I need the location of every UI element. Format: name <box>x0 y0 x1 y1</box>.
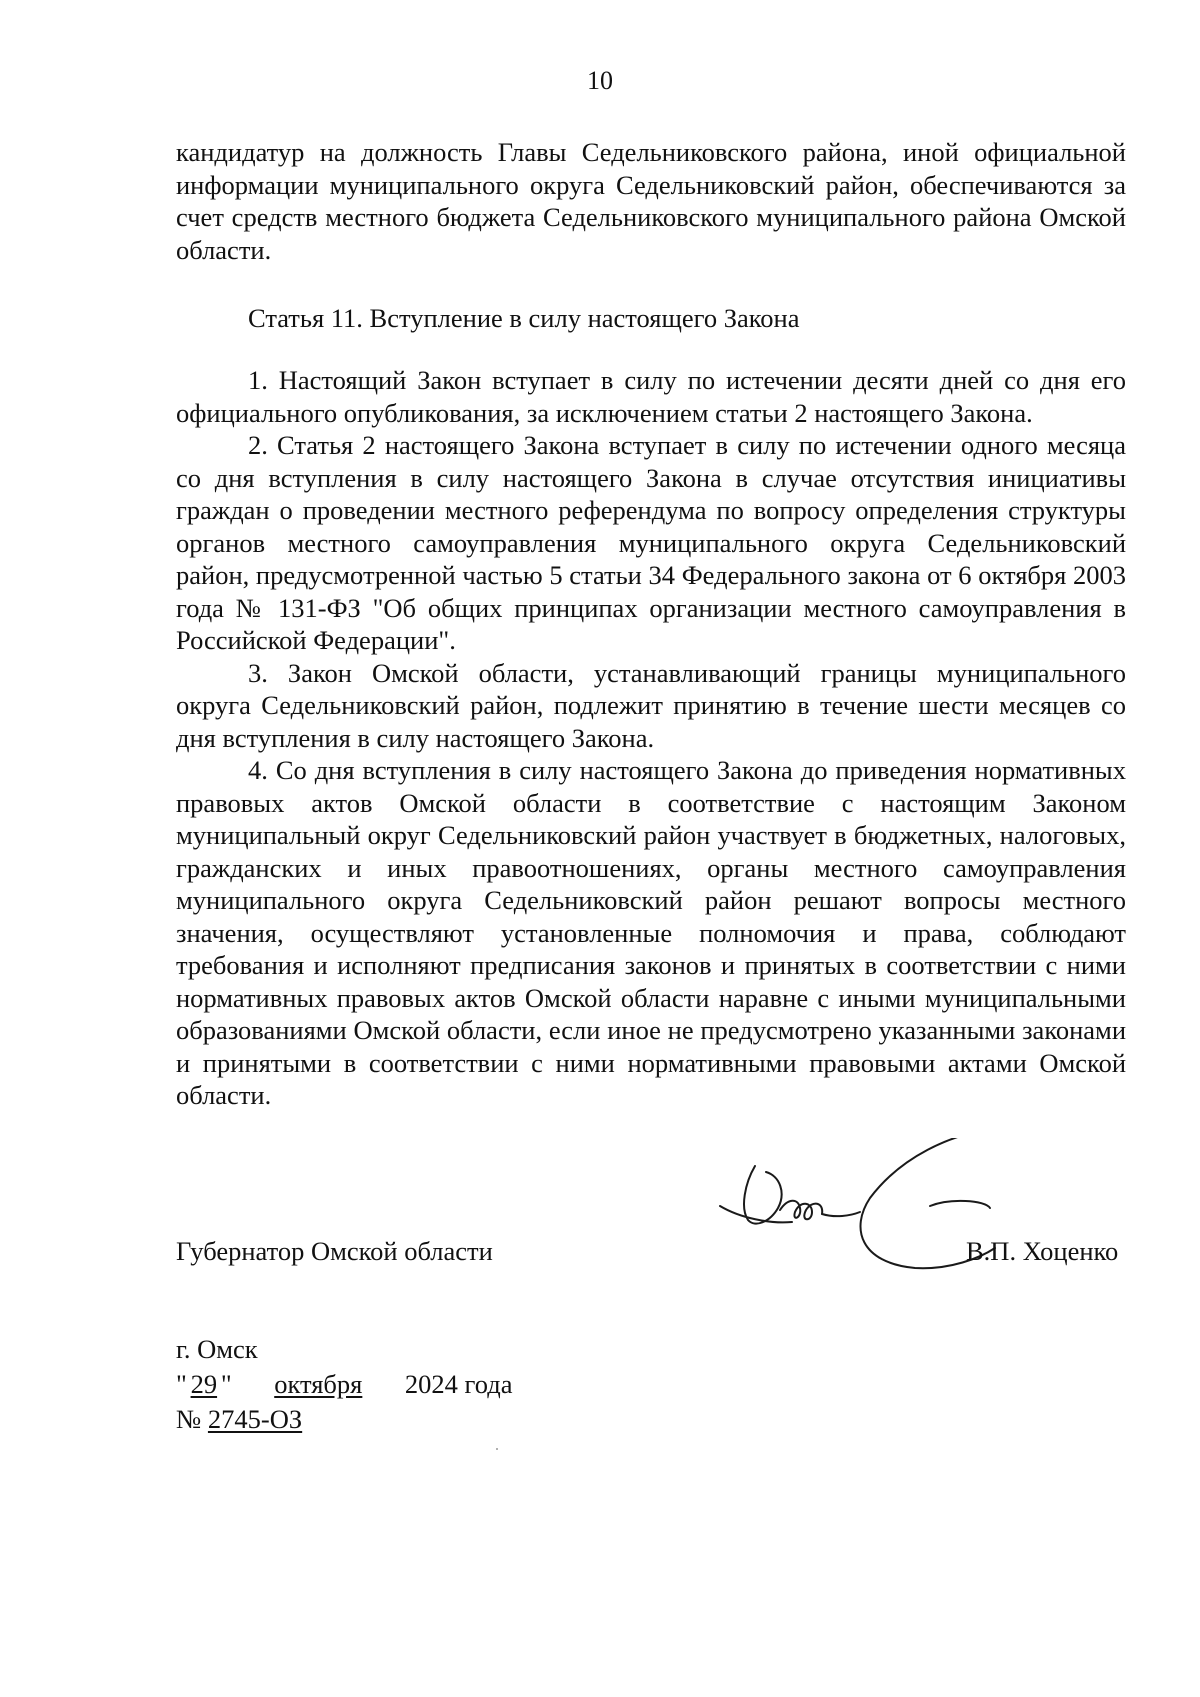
law-number <box>176 1404 302 1435</box>
article-item-2: 2. Статья 2 настоящего Закона вступает в силу по истечении одного месяца со дня вступления в силу настоящего Закона в случае отсутствия инициативы граждан о проведении местного референдума по вопросу определения структуры органов местного самоуправления муниципального округа Седельниковский район, предусмотренной частью 5 статьи 34 Федерального закона от 6 октября 2003 года № 131-ФЗ "Об общих принципах организации местного самоуправления в Российской Федерации". <box>176 430 1126 655</box>
date-open-quote: " <box>176 1369 187 1399</box>
article-body <box>176 364 1126 1112</box>
signing-date <box>176 1369 512 1400</box>
date-year: 2024 года <box>404 1369 513 1399</box>
signatory-name: В.П. Хоценко <box>966 1236 1119 1266</box>
article-item-1: 1. Настоящий Закон вступает в силу по истечении десяти дней со дня его официального опубликования, за исключением статьи 2 настоящего Закона. <box>176 365 1126 428</box>
article-item-3: 3. Закон Омской области, устанавливающий границы муниципального округа Седельниковский район, подлежит принятию в течение шести месяцев со дня вступления в силу настоящего Закона. <box>176 657 1126 753</box>
number-value: 2745-ОЗ <box>207 1404 303 1434</box>
signatory-title: Губернатор Омской области <box>176 1236 493 1266</box>
article-heading: Статья 11. Вступление в силу настоящего Закона <box>248 303 800 333</box>
intro-paragraph-block <box>176 136 1126 266</box>
intro-paragraph: кандидатур на должность Главы Седельниковского района, иной официальной информации муниципального округа Седельниковский район, обеспечиваются за счет средств местного бюджета Седельниковского муниципального района Омской области. <box>176 137 1126 265</box>
scan-speck <box>496 1448 498 1450</box>
date-day: 29 <box>190 1369 218 1399</box>
article-heading-block <box>176 302 1126 335</box>
article-item-4: 4. Со дня вступления в силу настоящего Закона до приведения нормативных правовых актов Омской области в соответствие с настоящим Законом муниципальный округ Седельниковский район участвует в бюджетных, налоговых, гражданских и иных правоотношениях, органы местного самоуправления муниципального округа Седельниковский район решают вопросы местного значения, осуществляют установленные полномочия и права, соблюдают требования и исполняют предписания законов и принятых в соответствии с ними нормативных правовых актов Омской области наравне с иными муниципальными образованиями Омской области, если иное не предусмотрено указанными законами и принятыми в соответствии с ними нормативными правовыми актами Омской области. <box>176 755 1126 1110</box>
number-prefix: № <box>176 1404 202 1434</box>
date-close-quote: " <box>220 1369 232 1399</box>
page-number: 10 <box>587 66 613 95</box>
place-of-signing: г. Омск <box>176 1334 258 1364</box>
date-month: октября <box>274 1369 363 1399</box>
